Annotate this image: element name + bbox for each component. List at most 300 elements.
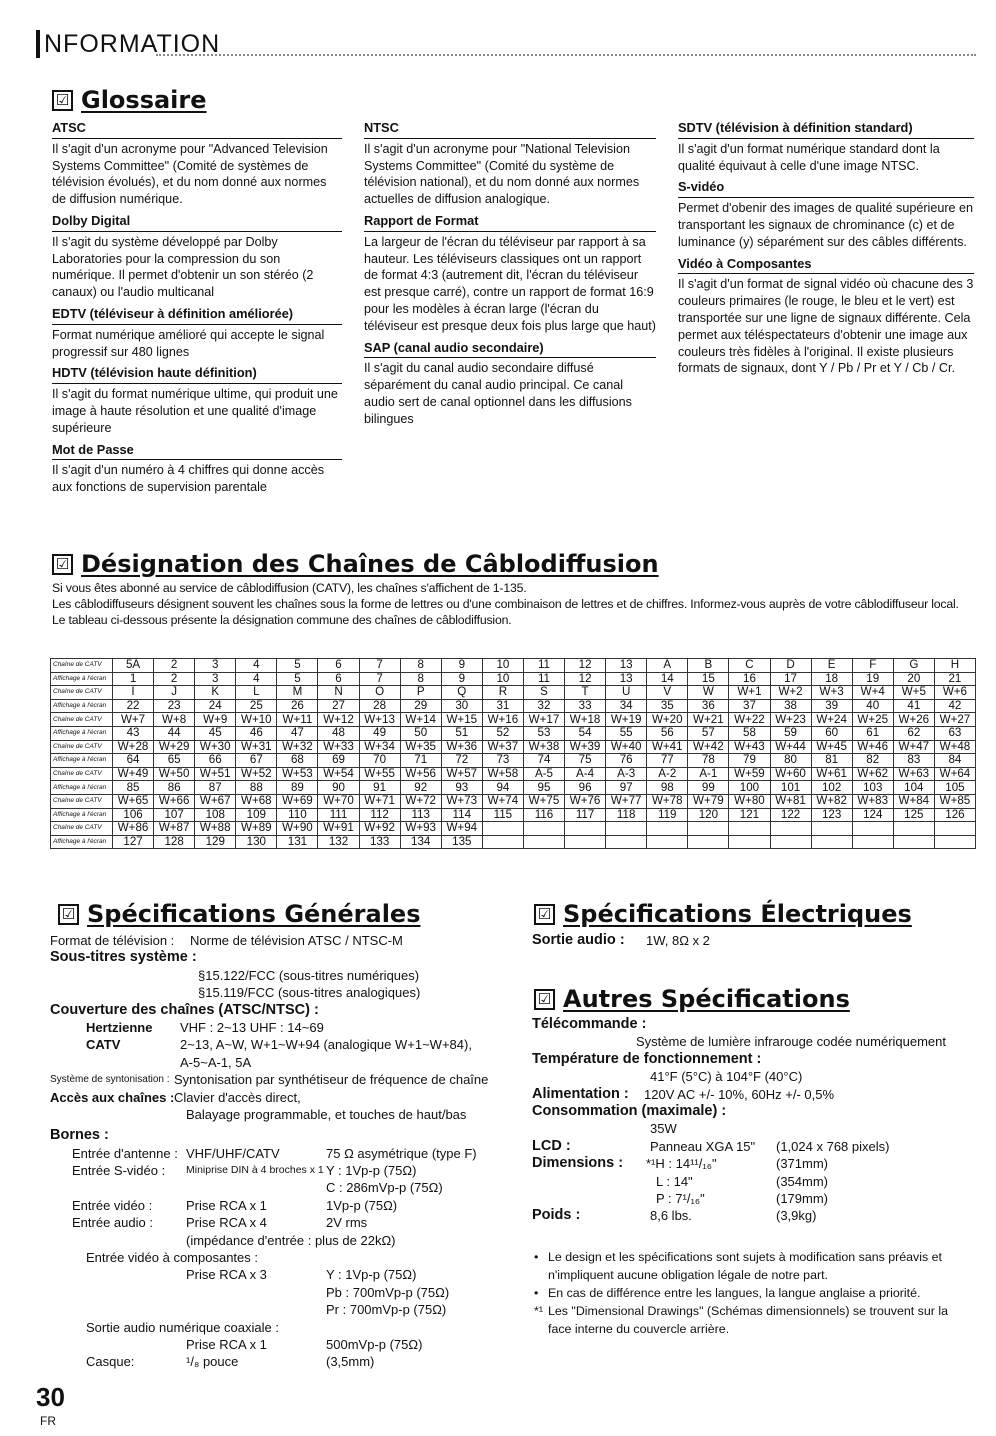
catv-channel-cell: A-1 (688, 767, 729, 781)
catv-channel-cell: W+37 (482, 740, 523, 754)
catv-channel-cell: W+16 (482, 713, 523, 727)
catv-channel-cell: W+30 (195, 740, 236, 754)
display-channel-cell: 112 (359, 808, 400, 822)
catv-channel-cell: W+61 (811, 767, 852, 781)
catv-row-label: Chaîne de CATV (51, 794, 113, 808)
dimensions-label: Dimensions : (532, 1155, 624, 1172)
catv-channel-cell: W+33 (318, 740, 359, 754)
display-channel-cell: 9 (441, 672, 482, 686)
display-channel-cell: 50 (400, 726, 441, 740)
glossary-term: HDTV (télévision haute définition) (52, 365, 342, 384)
catv-channel-cell: W+2 (770, 686, 811, 700)
display-channel-cell: 52 (482, 726, 523, 740)
glossary-title (52, 86, 207, 114)
catv-row (51, 767, 976, 781)
display-channel-cell: 47 (277, 726, 318, 740)
catv-channel-cell: W+83 (852, 794, 893, 808)
catv-channel-cell (893, 822, 934, 836)
catv-channel-cell: I (113, 686, 154, 700)
format-label: Format de télévision : (50, 933, 175, 948)
general-specs (50, 932, 530, 1371)
access-value-1: Clavier d'accès direct, (174, 1089, 301, 1105)
display-channel-cell: 131 (277, 835, 318, 849)
catv-channel-cell: T (565, 686, 606, 700)
catv-channel-cell: 12 (565, 659, 606, 673)
display-channel-cell: 7 (359, 672, 400, 686)
consumption-label: Consommation (maximale) : (532, 1102, 727, 1119)
display-channel-cell: 124 (852, 808, 893, 822)
display-channel-cell: 78 (688, 754, 729, 768)
catv-channel-cell: W+4 (852, 686, 893, 700)
catv-channel-cell: W+1 (729, 686, 770, 700)
catv-channel-cell (482, 822, 523, 836)
consumption-value: 35W (650, 1121, 677, 1137)
display-channel-cell: 15 (688, 672, 729, 686)
display-channel-cell: 91 (359, 781, 400, 795)
display-row-label: Affichage à l'écran (51, 754, 113, 768)
cable-title-text: Désignation des Chaînes de Câblodiffusion (81, 550, 659, 578)
display-channel-cell: 27 (318, 699, 359, 713)
dim-depth-mm: (179mm) (776, 1190, 829, 1206)
display-channel-cell: 35 (647, 699, 688, 713)
catv-channel-cell: W+54 (318, 767, 359, 781)
catv-channel-cell: 13 (606, 659, 647, 673)
catv-channel-cell: W+74 (482, 794, 523, 808)
display-channel-cell: 101 (770, 781, 811, 795)
display-channel-cell: 88 (236, 781, 277, 795)
weight-kg: (3,9kg) (776, 1208, 817, 1224)
display-channel-cell: 31 (482, 699, 523, 713)
display-channel-cell: 98 (647, 781, 688, 795)
display-channel-cell: 106 (113, 808, 154, 822)
catv-channel-cell (565, 822, 606, 836)
display-channel-cell: 111 (318, 808, 359, 822)
catv-channel-cell: G (893, 659, 934, 673)
catv-channel-cell: 9 (441, 659, 482, 673)
display-channel-cell: 51 (441, 726, 482, 740)
dim-width-mm: (354mm) (776, 1173, 829, 1189)
glossary-definition: Il s'agit d'un numéro à 4 chiffres qui donne accès aux fonctions de supervision parentale (52, 463, 325, 495)
display-channel-cell: 40 (852, 699, 893, 713)
display-channel-cell: 22 (113, 699, 154, 713)
catv-channel-cell: M (277, 686, 318, 700)
catv-channel-cell: K (195, 686, 236, 700)
note-text: Les "Dimensional Drawings" (Schémas dimensionnels) se trouvent sur la face interne du couvercle arrière. (548, 1304, 948, 1336)
display-channel-cell: 38 (770, 699, 811, 713)
catv-channel-cell: W+23 (770, 713, 811, 727)
catv-channel-cell: W+64 (934, 767, 975, 781)
general-specs-title-text: Spécifications Générales (87, 900, 421, 928)
catv-channel-cell: 2 (154, 659, 195, 673)
catv-row (51, 822, 976, 836)
catv-channel-cell: 7 (359, 659, 400, 673)
display-channel-cell: 70 (359, 754, 400, 768)
catv-channel-cell: 4 (236, 659, 277, 673)
header-bar (36, 30, 40, 58)
catv-channel-cell: R (482, 686, 523, 700)
catv-channel-cell: S (523, 686, 564, 700)
catv-channel-cell (729, 822, 770, 836)
format-value: Norme de télévision ATSC / NTSC-M (190, 933, 403, 948)
display-channel-cell: 115 (482, 808, 523, 822)
component-spec-2: Pb : 700mVp-p (75Ω) (326, 1284, 450, 1300)
display-channel-cell: 61 (852, 726, 893, 740)
catv-channel-cell: W+68 (236, 794, 277, 808)
catv-channel-cell: 10 (482, 659, 523, 673)
glossary-definition: Il s'agit du canal audio secondaire diffusé séparément du canal audio principal. Ce canal audio sert de canal optionnel dans les diffusions bilingues (364, 361, 632, 426)
display-channel-cell: 94 (482, 781, 523, 795)
catv-channel-cell: A-4 (565, 767, 606, 781)
catv-channel-cell: W+79 (688, 794, 729, 808)
glossary-definition: Il s'agit d'un acronyme pour "National Television Systems Committee" (Comité du système de télévision national), et du nom donné aux normes actuelles de diffusion analogique. (364, 141, 640, 207)
catv-channel-cell: W+77 (606, 794, 647, 808)
display-channel-cell: 32 (523, 699, 564, 713)
display-channel-cell: 89 (277, 781, 318, 795)
checkbox-icon: ☑ (58, 904, 79, 925)
note-item (534, 1284, 974, 1302)
catv-row (51, 713, 976, 727)
display-channel-cell: 125 (893, 808, 934, 822)
display-channel-cell: 100 (729, 781, 770, 795)
display-channel-cell: 77 (647, 754, 688, 768)
catv-channel-cell (523, 822, 564, 836)
catv-channel-cell: W+56 (400, 767, 441, 781)
catv-channel-cell: 8 (400, 659, 441, 673)
glossary-term: ATSC (52, 120, 342, 139)
catv-channel-cell: W+31 (236, 740, 277, 754)
catv-channel-cell: W+41 (647, 740, 688, 754)
page-language: FR (40, 1414, 56, 1428)
glossary-column-1 (52, 120, 342, 496)
access-label: Accès aux chaînes : (50, 1089, 175, 1105)
dim-depth: P : 7¹/₁₆" (656, 1190, 705, 1206)
audio-out-label: Sortie audio : (532, 932, 625, 948)
catv-channel-cell: W+87 (154, 822, 195, 836)
catv-channel-cell: W+57 (441, 767, 482, 781)
catv-channel-cell: W+91 (318, 822, 359, 836)
catv-channel-cell: W+20 (647, 713, 688, 727)
other-specs-title (534, 985, 850, 1013)
display-channel-cell (565, 835, 606, 849)
catv-channel-cell: W+32 (277, 740, 318, 754)
glossary-term: NTSC (364, 120, 656, 139)
catv-channel-cell: W+60 (770, 767, 811, 781)
catv-channel-cell: W+48 (934, 740, 975, 754)
display-channel-cell: 127 (113, 835, 154, 849)
display-channel-cell: 5 (277, 672, 318, 686)
catv-channel-cell: W+25 (852, 713, 893, 727)
tuning-label: Système de syntonisation : (50, 1074, 170, 1086)
catv-channel-cell: W+51 (195, 767, 236, 781)
page-number: 30 (36, 1382, 65, 1412)
display-channel-cell: 120 (688, 808, 729, 822)
svideo-spec-2: C : 286mVp-p (75Ω) (326, 1180, 443, 1196)
catv-channel-cell: W+90 (277, 822, 318, 836)
power-value: 120V AC +/- 10%, 60Hz +/- 0,5% (644, 1086, 835, 1102)
glossary-definition: Il s'agit d'un acronyme pour "Advanced Television Systems Committee" (Comité de systèmes de télévision évolués), et du nom donné aux normes de diffusion numérique. (52, 141, 328, 207)
catv-channel-cell: W+47 (893, 740, 934, 754)
catv-channel-cell: W+65 (113, 794, 154, 808)
display-channel-cell: 86 (154, 781, 195, 795)
catv-row (51, 686, 976, 700)
display-channel-cell: 93 (441, 781, 482, 795)
display-channel-cell: 11 (523, 672, 564, 686)
svideo-spec-1: Y : 1Vp-p (75Ω) (326, 1163, 417, 1179)
display-channel-cell: 130 (236, 835, 277, 849)
checkbox-icon: ☑ (52, 554, 73, 575)
weight-value: 8,6 lbs. (650, 1208, 692, 1224)
display-channel-cell: 20 (893, 672, 934, 686)
audio-in-spec: 2V rms (326, 1215, 368, 1231)
catv-channel-cell: W+15 (441, 713, 482, 727)
display-channel-cell: 97 (606, 781, 647, 795)
cable-intro (52, 580, 972, 628)
catv-channel-cell: W+92 (359, 822, 400, 836)
display-channel-cell: 19 (852, 672, 893, 686)
catv-channel-cell: W+70 (318, 794, 359, 808)
display-channel-cell (647, 835, 688, 849)
catv-channel-cell: F (852, 659, 893, 673)
catv-channel-cell: W+72 (400, 794, 441, 808)
digital-audio-spec: 500mVp-p (75Ω) (326, 1336, 423, 1352)
display-channel-cell: 44 (154, 726, 195, 740)
catv-row (51, 659, 976, 673)
note-item (534, 1248, 974, 1284)
catv-channel-cell: W (688, 686, 729, 700)
catv-channel-cell: C (729, 659, 770, 673)
catv-channel-cell: W+7 (113, 713, 154, 727)
note-item (534, 1302, 974, 1338)
display-channel-cell: 1 (113, 672, 154, 686)
display-row-label: Affichage à l'écran (51, 699, 113, 713)
catv-row-label: Chaîne de CATV (51, 822, 113, 836)
air-value: VHF : 2~13 UHF : 14~69 (180, 1019, 324, 1035)
display-channel-cell: 109 (236, 808, 277, 822)
display-channel-cell: 25 (236, 699, 277, 713)
display-row (51, 754, 976, 768)
catv-channel-cell: W+53 (277, 767, 318, 781)
catv-channel-cell: W+6 (934, 686, 975, 700)
catv-channel-cell: W+29 (154, 740, 195, 754)
display-channel-cell: 4 (236, 672, 277, 686)
display-row (51, 781, 976, 795)
glossary-term: Mot de Passe (52, 442, 342, 461)
component-spec-3: Pr : 700mVp-p (75Ω) (326, 1302, 447, 1318)
catv-channel-cell: E (811, 659, 852, 673)
catv-channel-cell (647, 822, 688, 836)
display-channel-cell: 121 (729, 808, 770, 822)
display-channel-cell: 65 (154, 754, 195, 768)
catv-channel-cell: W+8 (154, 713, 195, 727)
temp-label: Température de fonctionnement : (532, 1050, 762, 1067)
catv-channel-cell: W+46 (852, 740, 893, 754)
catv-channel-cell: W+43 (729, 740, 770, 754)
catv-channel-cell: 3 (195, 659, 236, 673)
audio-out-value: 1W, 8Ω x 2 (646, 933, 710, 948)
antenna-value: VHF/UHF/CATV (186, 1145, 280, 1161)
catv-channel-cell (770, 822, 811, 836)
catv-channel-cell: W+58 (482, 767, 523, 781)
display-channel-cell: 48 (318, 726, 359, 740)
catv-channel-cell: W+27 (934, 713, 975, 727)
catv-channel-cell: B (688, 659, 729, 673)
catv-channel-cell: W+89 (236, 822, 277, 836)
catv-channel-cell: W+13 (359, 713, 400, 727)
catv-channel-cell: A-5 (523, 767, 564, 781)
catv-channel-cell: J (154, 686, 195, 700)
catv-channel-cell: W+84 (893, 794, 934, 808)
notes-list (534, 1248, 974, 1338)
checkbox-icon: ☑ (534, 989, 555, 1010)
display-channel-cell: 39 (811, 699, 852, 713)
catv-channel-cell: W+52 (236, 767, 277, 781)
catv-channel-cell: W+34 (359, 740, 400, 754)
audio-in-label: Entrée audio : (72, 1215, 153, 1231)
display-channel-cell: 67 (236, 754, 277, 768)
catv-channel-cell: W+82 (811, 794, 852, 808)
catv-channel-cell: W+78 (647, 794, 688, 808)
catv-channel-cell: W+21 (688, 713, 729, 727)
display-channel-cell: 46 (236, 726, 277, 740)
catv-channel-cell (606, 822, 647, 836)
catv-row-label: Chaîne de CATV (51, 767, 113, 781)
display-channel-cell: 55 (606, 726, 647, 740)
electrical-specs-title (534, 900, 912, 928)
svideo-value: Miniprise DIN à 4 broches x 1 (186, 1164, 324, 1177)
catv-channel-cell: W+19 (606, 713, 647, 727)
catv-channel-cell: W+85 (934, 794, 975, 808)
catv-value-1: 2~13, A~W, W+1~W+94 (analogique W+1~W+84), (180, 1037, 472, 1053)
display-channel-cell: 13 (606, 672, 647, 686)
catv-row (51, 794, 976, 808)
video-in-spec: 1Vp-p (75Ω) (326, 1197, 398, 1213)
display-channel-cell: 99 (688, 781, 729, 795)
display-row (51, 726, 976, 740)
catv-channel-cell: W+75 (523, 794, 564, 808)
digital-audio-value: Prise RCA x 1 (186, 1336, 267, 1352)
display-channel-cell: 43 (113, 726, 154, 740)
display-channel-cell (729, 835, 770, 849)
display-channel-cell: 135 (441, 835, 482, 849)
display-channel-cell: 62 (893, 726, 934, 740)
display-channel-cell (606, 835, 647, 849)
display-channel-cell: 73 (482, 754, 523, 768)
display-row-label: Affichage à l'écran (51, 808, 113, 822)
catv-channel-cell: H (934, 659, 975, 673)
dim-height-mm: (371mm) (776, 1156, 829, 1172)
catv-channel-cell: W+38 (523, 740, 564, 754)
electrical-specs (532, 932, 972, 949)
remote-label: Télécommande : (532, 1016, 647, 1032)
display-channel-cell: 87 (195, 781, 236, 795)
display-row-label: Affichage à l'écran (51, 672, 113, 686)
catv-channel-cell: W+59 (729, 767, 770, 781)
glossary-term: Dolby Digital (52, 213, 342, 232)
catv-channel-cell: A-3 (606, 767, 647, 781)
svideo-label: Entrée S-vidéo : (72, 1163, 166, 1179)
dim-width: L : 14" (656, 1173, 693, 1189)
display-channel-cell: 3 (195, 672, 236, 686)
display-channel-cell: 26 (277, 699, 318, 713)
air-label: Hertzienne (86, 1019, 153, 1035)
display-channel-cell: 128 (154, 835, 195, 849)
display-channel-cell: 103 (852, 781, 893, 795)
display-channel-cell: 82 (852, 754, 893, 768)
subtitles-value-1: §15.122/FCC (sous-titres numériques) (198, 967, 420, 983)
display-row (51, 672, 976, 686)
catv-channel-cell: W+40 (606, 740, 647, 754)
display-channel-cell (482, 835, 523, 849)
display-channel-cell: 59 (770, 726, 811, 740)
glossary-column-3 (678, 120, 974, 377)
display-channel-cell: 113 (400, 808, 441, 822)
terminals-label: Bornes : (50, 1127, 109, 1144)
display-channel-cell: 23 (154, 699, 195, 713)
display-channel-cell: 117 (565, 808, 606, 822)
display-channel-cell: 41 (893, 699, 934, 713)
display-channel-cell: 80 (770, 754, 811, 768)
catv-channel-cell: D (770, 659, 811, 673)
display-channel-cell: 71 (400, 754, 441, 768)
digital-audio-label: Sortie audio numérique coaxiale : (86, 1319, 279, 1335)
display-channel-cell (934, 835, 975, 849)
catv-channel-cell: W+49 (113, 767, 154, 781)
catv-row-label: Chaîne de CATV (51, 713, 113, 727)
catv-channel-cell (688, 822, 729, 836)
display-channel-cell: 92 (400, 781, 441, 795)
display-channel-cell (852, 835, 893, 849)
glossary-definition: Format numérique amélioré qui accepte le signal progressif sur 480 lignes (52, 327, 325, 359)
display-row-label: Affichage à l'écran (51, 835, 113, 849)
catv-channel-cell: 6 (318, 659, 359, 673)
display-row (51, 835, 976, 849)
glossary-term: SDTV (télévision à définition standard) (678, 120, 974, 139)
display-channel-cell (688, 835, 729, 849)
display-channel-cell: 12 (565, 672, 606, 686)
catv-row-label: Chaîne de CATV (51, 740, 113, 754)
component-value: Prise RCA x 3 (186, 1267, 267, 1283)
note-text: Le design et les spécifications sont sujets à modification sans préavis et n'impliquent aucune obligation légale de notre part. (548, 1250, 942, 1282)
component-label: Entrée vidéo à composantes : (86, 1250, 258, 1266)
catv-channel-cell: W+9 (195, 713, 236, 727)
display-channel-cell: 37 (729, 699, 770, 713)
note-text: En cas de différence entre les langues, la langue anglaise a priorité. (548, 1286, 921, 1300)
display-row (51, 699, 976, 713)
display-channel-cell: 96 (565, 781, 606, 795)
display-channel-cell: 18 (811, 672, 852, 686)
display-channel-cell: 74 (523, 754, 564, 768)
display-channel-cell: 8 (400, 672, 441, 686)
catv-label: CATV (86, 1037, 121, 1053)
display-channel-cell: 64 (113, 754, 154, 768)
page-header (36, 26, 976, 62)
general-specs-title (58, 900, 420, 928)
catv-channel-cell: W+80 (729, 794, 770, 808)
antenna-spec: 75 Ω asymétrique (type F) (326, 1145, 477, 1161)
display-channel-cell: 68 (277, 754, 318, 768)
catv-channel-cell: W+67 (195, 794, 236, 808)
catv-channel-cell: W+94 (441, 822, 482, 836)
video-in-label: Entrée vidéo : (72, 1197, 153, 1213)
catv-channel-cell: W+17 (523, 713, 564, 727)
checkbox-icon: ☑ (534, 904, 555, 925)
display-channel-cell: 83 (893, 754, 934, 768)
catv-channel-cell: W+50 (154, 767, 195, 781)
catv-channel-cell: 11 (523, 659, 564, 673)
catv-channel-cell: W+42 (688, 740, 729, 754)
display-channel-cell: 122 (770, 808, 811, 822)
header-rule (156, 54, 976, 56)
